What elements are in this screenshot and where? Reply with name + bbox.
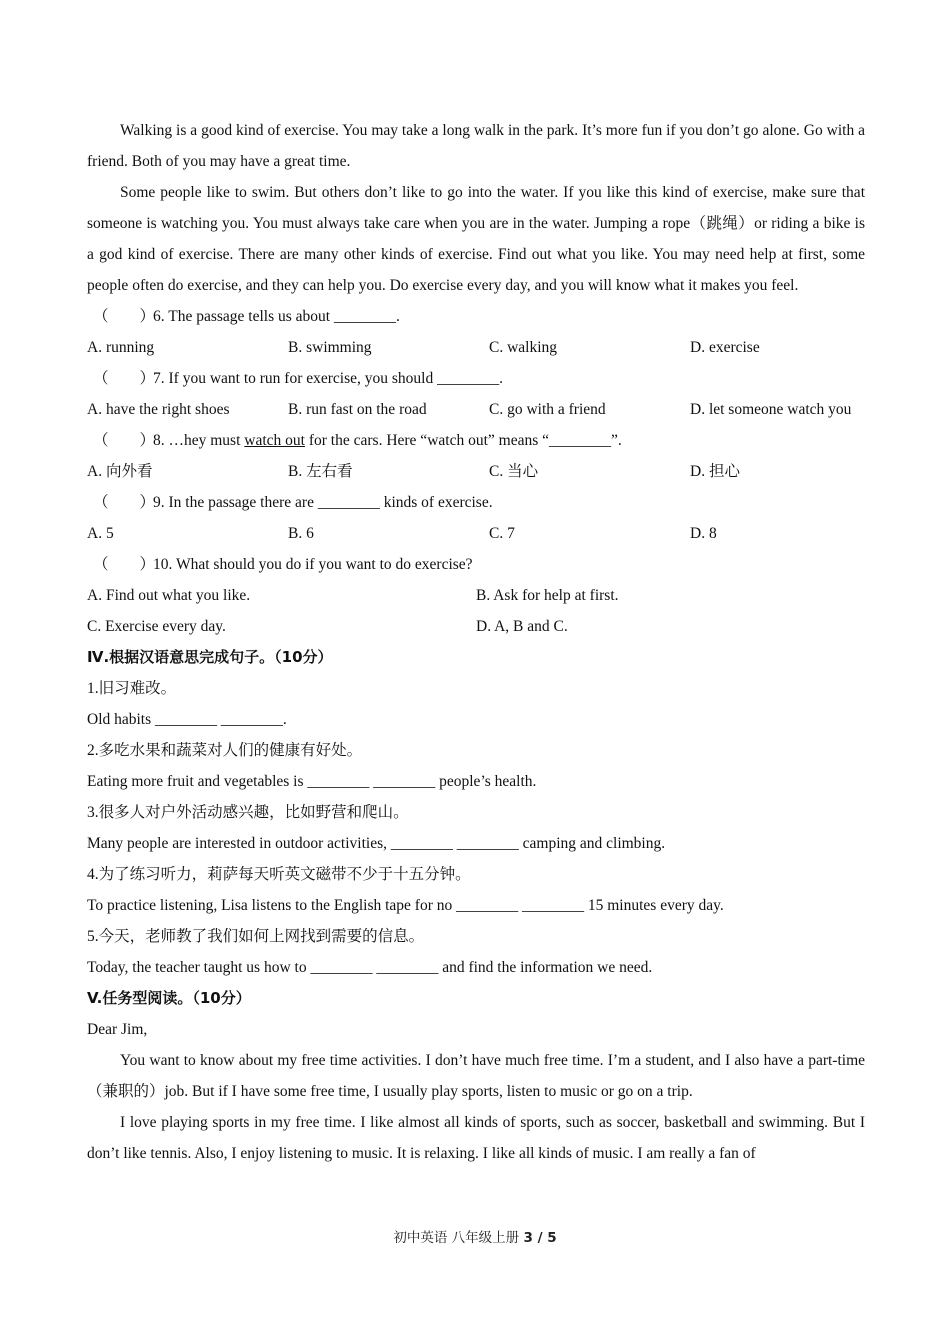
question-7-options xyxy=(87,394,865,425)
option-b: B. 6 xyxy=(288,525,314,542)
option-b: B. Ask for help at first. xyxy=(476,587,619,604)
sentence-4-en: To practice listening, Lisa listens to the English tape for no ________ ________ 15 minutes every day. xyxy=(87,897,724,914)
option-d: D. 担心 xyxy=(690,463,740,480)
letter-salutation: Dear Jim, xyxy=(87,1021,148,1038)
answer-blank[interactable]: （ ） xyxy=(93,308,156,325)
question-10-options-row-2 xyxy=(87,611,865,642)
question-7 xyxy=(87,363,865,394)
question-9 xyxy=(87,487,865,518)
question-stem: 10. What should you do if you want to do exercise? xyxy=(153,556,473,573)
question-8-options xyxy=(87,456,865,487)
option-d: D. A, B and C. xyxy=(476,618,568,635)
sentence-4-cn: 4.为了练习听力，莉萨每天听英文磁带不少于十五分钟。 xyxy=(87,866,471,883)
option-d: D. let someone watch you xyxy=(690,401,852,418)
answer-blank[interactable]: （ ） xyxy=(93,556,156,573)
option-a: A. running xyxy=(87,339,155,356)
question-9-options xyxy=(87,518,865,549)
option-a: A. 向外看 xyxy=(87,463,153,480)
sentence-3-en: Many people are interested in outdoor activities, ________ ________ camping and climbing. xyxy=(87,835,666,852)
option-c: C. 当心 xyxy=(489,463,539,480)
option-c: C. go with a friend xyxy=(489,401,606,418)
option-c: C. walking xyxy=(489,339,558,356)
option-a: A. 5 xyxy=(87,525,114,542)
answer-blank[interactable]: （ ） xyxy=(93,494,156,511)
question-stem-pre: 8. …hey must xyxy=(153,432,245,449)
answer-blank[interactable]: （ ） xyxy=(93,370,156,387)
letter-paragraph-1: You want to know about my free time activities. I don’t have much free time. I’m a student, and I also have a part-time（兼职的）job. But if I have some free time, I usually play sports, listen to music or go on a trip. xyxy=(87,1052,865,1100)
question-stem-post: for the cars. Here “watch out” means “________”. xyxy=(304,432,622,449)
question-6-options xyxy=(87,332,865,363)
question-8 xyxy=(87,425,865,456)
passage-paragraph-2: Some people like to swim. But others don’t like to go into the water. If you like this kind of exercise, make sure that someone is watching you. You must always take care when you are in the water. Jumping a rope（跳绳）or riding a bike is a god kind of exercise. There are many other kinds of exercise. Find out what you like. You may need help at first, some people often do exercise, and they can help you. Do exercise every day, and you will know what it makes you feel. xyxy=(87,184,865,294)
sentence-2-cn: 2.多吃水果和蔬菜对人们的健康有好处。 xyxy=(87,742,363,759)
option-d: D. exercise xyxy=(690,339,760,356)
option-b: B. swimming xyxy=(288,339,372,356)
sentence-5-en: Today, the teacher taught us how to ________ ________ and find the information we need. xyxy=(87,959,653,976)
section-4-heading: Ⅳ.根据汉语意思完成句子。（10分） xyxy=(87,648,333,666)
option-c: C. 7 xyxy=(489,525,515,542)
footer-text: 初中英语 八年级上册 xyxy=(393,1230,524,1246)
passage-paragraph-1: Walking is a good kind of exercise. You may take a long walk in the park. It’s more fun if you don’t go alone. Go with a friend. Both of you may have a great time. xyxy=(87,122,865,170)
answer-blank[interactable]: （ ） xyxy=(93,432,156,449)
option-b: B. 左右看 xyxy=(288,463,353,480)
underlined-phrase: watch out xyxy=(244,432,305,449)
sentence-2-en: Eating more fruit and vegetables is ________ ________ people’s health. xyxy=(87,773,537,790)
option-a: A. Find out what you like. xyxy=(87,587,251,604)
sentence-3-cn: 3.很多人对户外活动感兴趣，比如野营和爬山。 xyxy=(87,804,409,821)
sentence-1-cn: 1.旧习难改。 xyxy=(87,680,177,697)
option-c: C. Exercise every day. xyxy=(87,618,226,635)
document-page xyxy=(87,115,865,1169)
page-footer xyxy=(0,1226,950,1246)
question-stem: 7. If you want to run for exercise, you should ________. xyxy=(153,370,503,387)
sentence-1-en: Old habits ________ ________. xyxy=(87,711,287,728)
page-number: 3 / 5 xyxy=(523,1230,557,1246)
question-10 xyxy=(87,549,865,580)
option-d: D. 8 xyxy=(690,525,717,542)
sentence-5-cn: 5.今天，老师教了我们如何上网找到需要的信息。 xyxy=(87,928,425,945)
section-5-heading: V.任务型阅读。（10分） xyxy=(87,989,251,1007)
option-b: B. run fast on the road xyxy=(288,401,427,418)
question-stem: 9. In the passage there are ________ kinds of exercise. xyxy=(153,494,493,511)
option-a: A. have the right shoes xyxy=(87,401,230,418)
question-10-options-row-1 xyxy=(87,580,865,611)
question-6 xyxy=(87,301,865,332)
question-stem: 6. The passage tells us about ________. xyxy=(153,308,400,325)
letter-paragraph-2: I love playing sports in my free time. I like almost all kinds of sports, such as soccer, basketball and swimming. But I don’t like tennis. Also, I enjoy listening to music. It is relaxing. I like all kinds of music. I am really a fan of xyxy=(87,1114,865,1162)
